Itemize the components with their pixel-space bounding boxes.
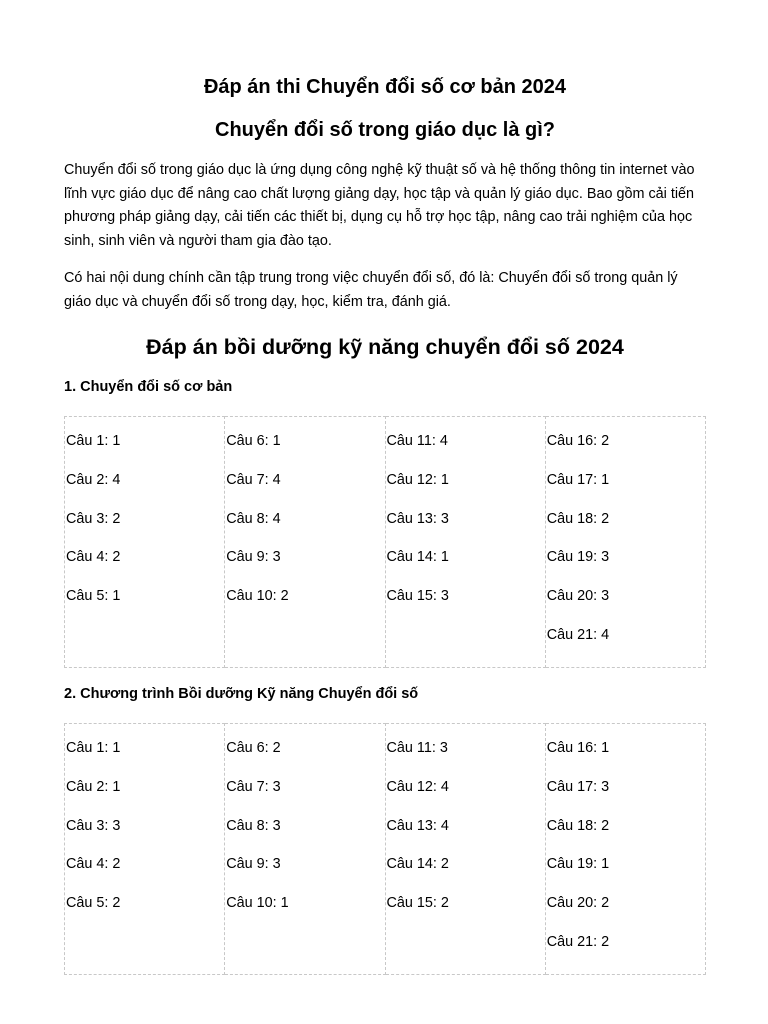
document-title: Đáp án thi Chuyển đổi số cơ bản 2024 [203, 76, 567, 98]
answer-item: Câu 11: 3 [386, 740, 448, 756]
answer-item: Câu 6: 1 [226, 433, 281, 449]
answer-item: Câu 21: 2 [546, 933, 610, 950]
answer-item: Câu 3: 3 [66, 817, 121, 834]
answer-item: Câu 3: 2 [66, 510, 121, 527]
answer-item: Câu 13: 4 [386, 817, 449, 834]
answer-column [385, 724, 545, 975]
answer-item: Câu 16: 2 [546, 433, 610, 449]
answer-item: Câu 5: 1 [66, 588, 121, 605]
answer-item: Câu 9: 3 [226, 856, 281, 873]
answer-column [385, 417, 545, 668]
answer-column [225, 417, 385, 668]
answer-item: Câu 2: 4 [66, 471, 121, 488]
intro-paragraph: Chuyển đổi số trong giáo dục là ứng dụng công nghệ kỹ thuật số và hệ thống thông tin internet vào lĩnh vực giáo dục để nâng cao chất lượng giảng dạy, học tập và quản lý giáo dục. Bao gồm cải tiến phương pháp giảng dạy, cải tiến các thiết bị, dụng cụ hỗ trợ học tập, nâng cao trải nghiệm của học sinh, sinh viên và người tham gia đào tạo. [64, 162, 695, 249]
answer-item: Câu 7: 4 [226, 471, 281, 488]
section-heading-basic: 1. Chuyển đổi số cơ bản [64, 379, 233, 395]
answer-item: Câu 4: 2 [66, 549, 121, 566]
content-paragraph: Có hai nội dung chính cần tập trung trong việc chuyển đổi số, đó là: Chuyển đổi số trong quản lý giáo dục và chuyển đổi số trong dạy, học, kiểm tra, đánh giá. [64, 270, 678, 310]
answer-item: Câu 18: 2 [546, 817, 610, 834]
answer-item: Câu 12: 1 [386, 471, 449, 488]
answer-item: Câu 21: 4 [546, 626, 610, 643]
answer-item: Câu 19: 3 [546, 549, 610, 566]
section-title: Đáp án bồi dưỡng kỹ năng chuyển đổi số 2024 [146, 335, 624, 359]
answer-column [545, 417, 705, 668]
answer-item: Câu 4: 2 [66, 856, 121, 873]
answer-item: Câu 9: 3 [226, 549, 281, 566]
answer-item: Câu 1: 1 [66, 740, 121, 756]
answer-column [65, 417, 225, 668]
answer-item: Câu 8: 4 [226, 510, 281, 527]
answer-item: Câu 1: 1 [66, 433, 121, 449]
answer-item: Câu 19: 1 [546, 856, 610, 873]
answer-item: Câu 5: 2 [66, 895, 121, 912]
table-row [65, 724, 706, 975]
answer-item: Câu 2: 1 [66, 778, 121, 795]
answer-item: Câu 17: 3 [546, 778, 610, 795]
answer-item: Câu 16: 1 [546, 740, 610, 756]
answer-item: Câu 8: 3 [226, 817, 281, 834]
answer-column [225, 724, 385, 975]
answer-item: Câu 15: 2 [386, 895, 449, 912]
answer-item: Câu 6: 2 [226, 740, 281, 756]
document-subtitle: Chuyển đổi số trong giáo dục là gì? [215, 119, 555, 141]
answer-column [545, 724, 705, 975]
answer-item: Câu 15: 3 [386, 588, 449, 605]
answer-item: Câu 17: 1 [546, 471, 610, 488]
answer-item: Câu 20: 2 [546, 895, 610, 912]
answer-item: Câu 10: 1 [226, 895, 289, 912]
answer-column [65, 724, 225, 975]
answer-table-basic [64, 416, 706, 668]
answer-item: Câu 13: 3 [386, 510, 449, 527]
table-row [65, 417, 706, 668]
answer-table-program [64, 723, 706, 975]
answer-item: Câu 12: 4 [386, 778, 449, 795]
section-heading-program: 2. Chương trình Bồi dưỡng Kỹ năng Chuyển đổi số [64, 686, 419, 702]
answer-item: Câu 20: 3 [546, 588, 610, 605]
answer-item: Câu 18: 2 [546, 510, 610, 527]
answer-item: Câu 14: 1 [386, 549, 449, 566]
answer-item: Câu 11: 4 [386, 433, 448, 449]
answer-item: Câu 10: 2 [226, 588, 289, 605]
answer-item: Câu 14: 2 [386, 856, 449, 873]
document-page [64, 0, 706, 1024]
answer-item: Câu 7: 3 [226, 778, 281, 795]
